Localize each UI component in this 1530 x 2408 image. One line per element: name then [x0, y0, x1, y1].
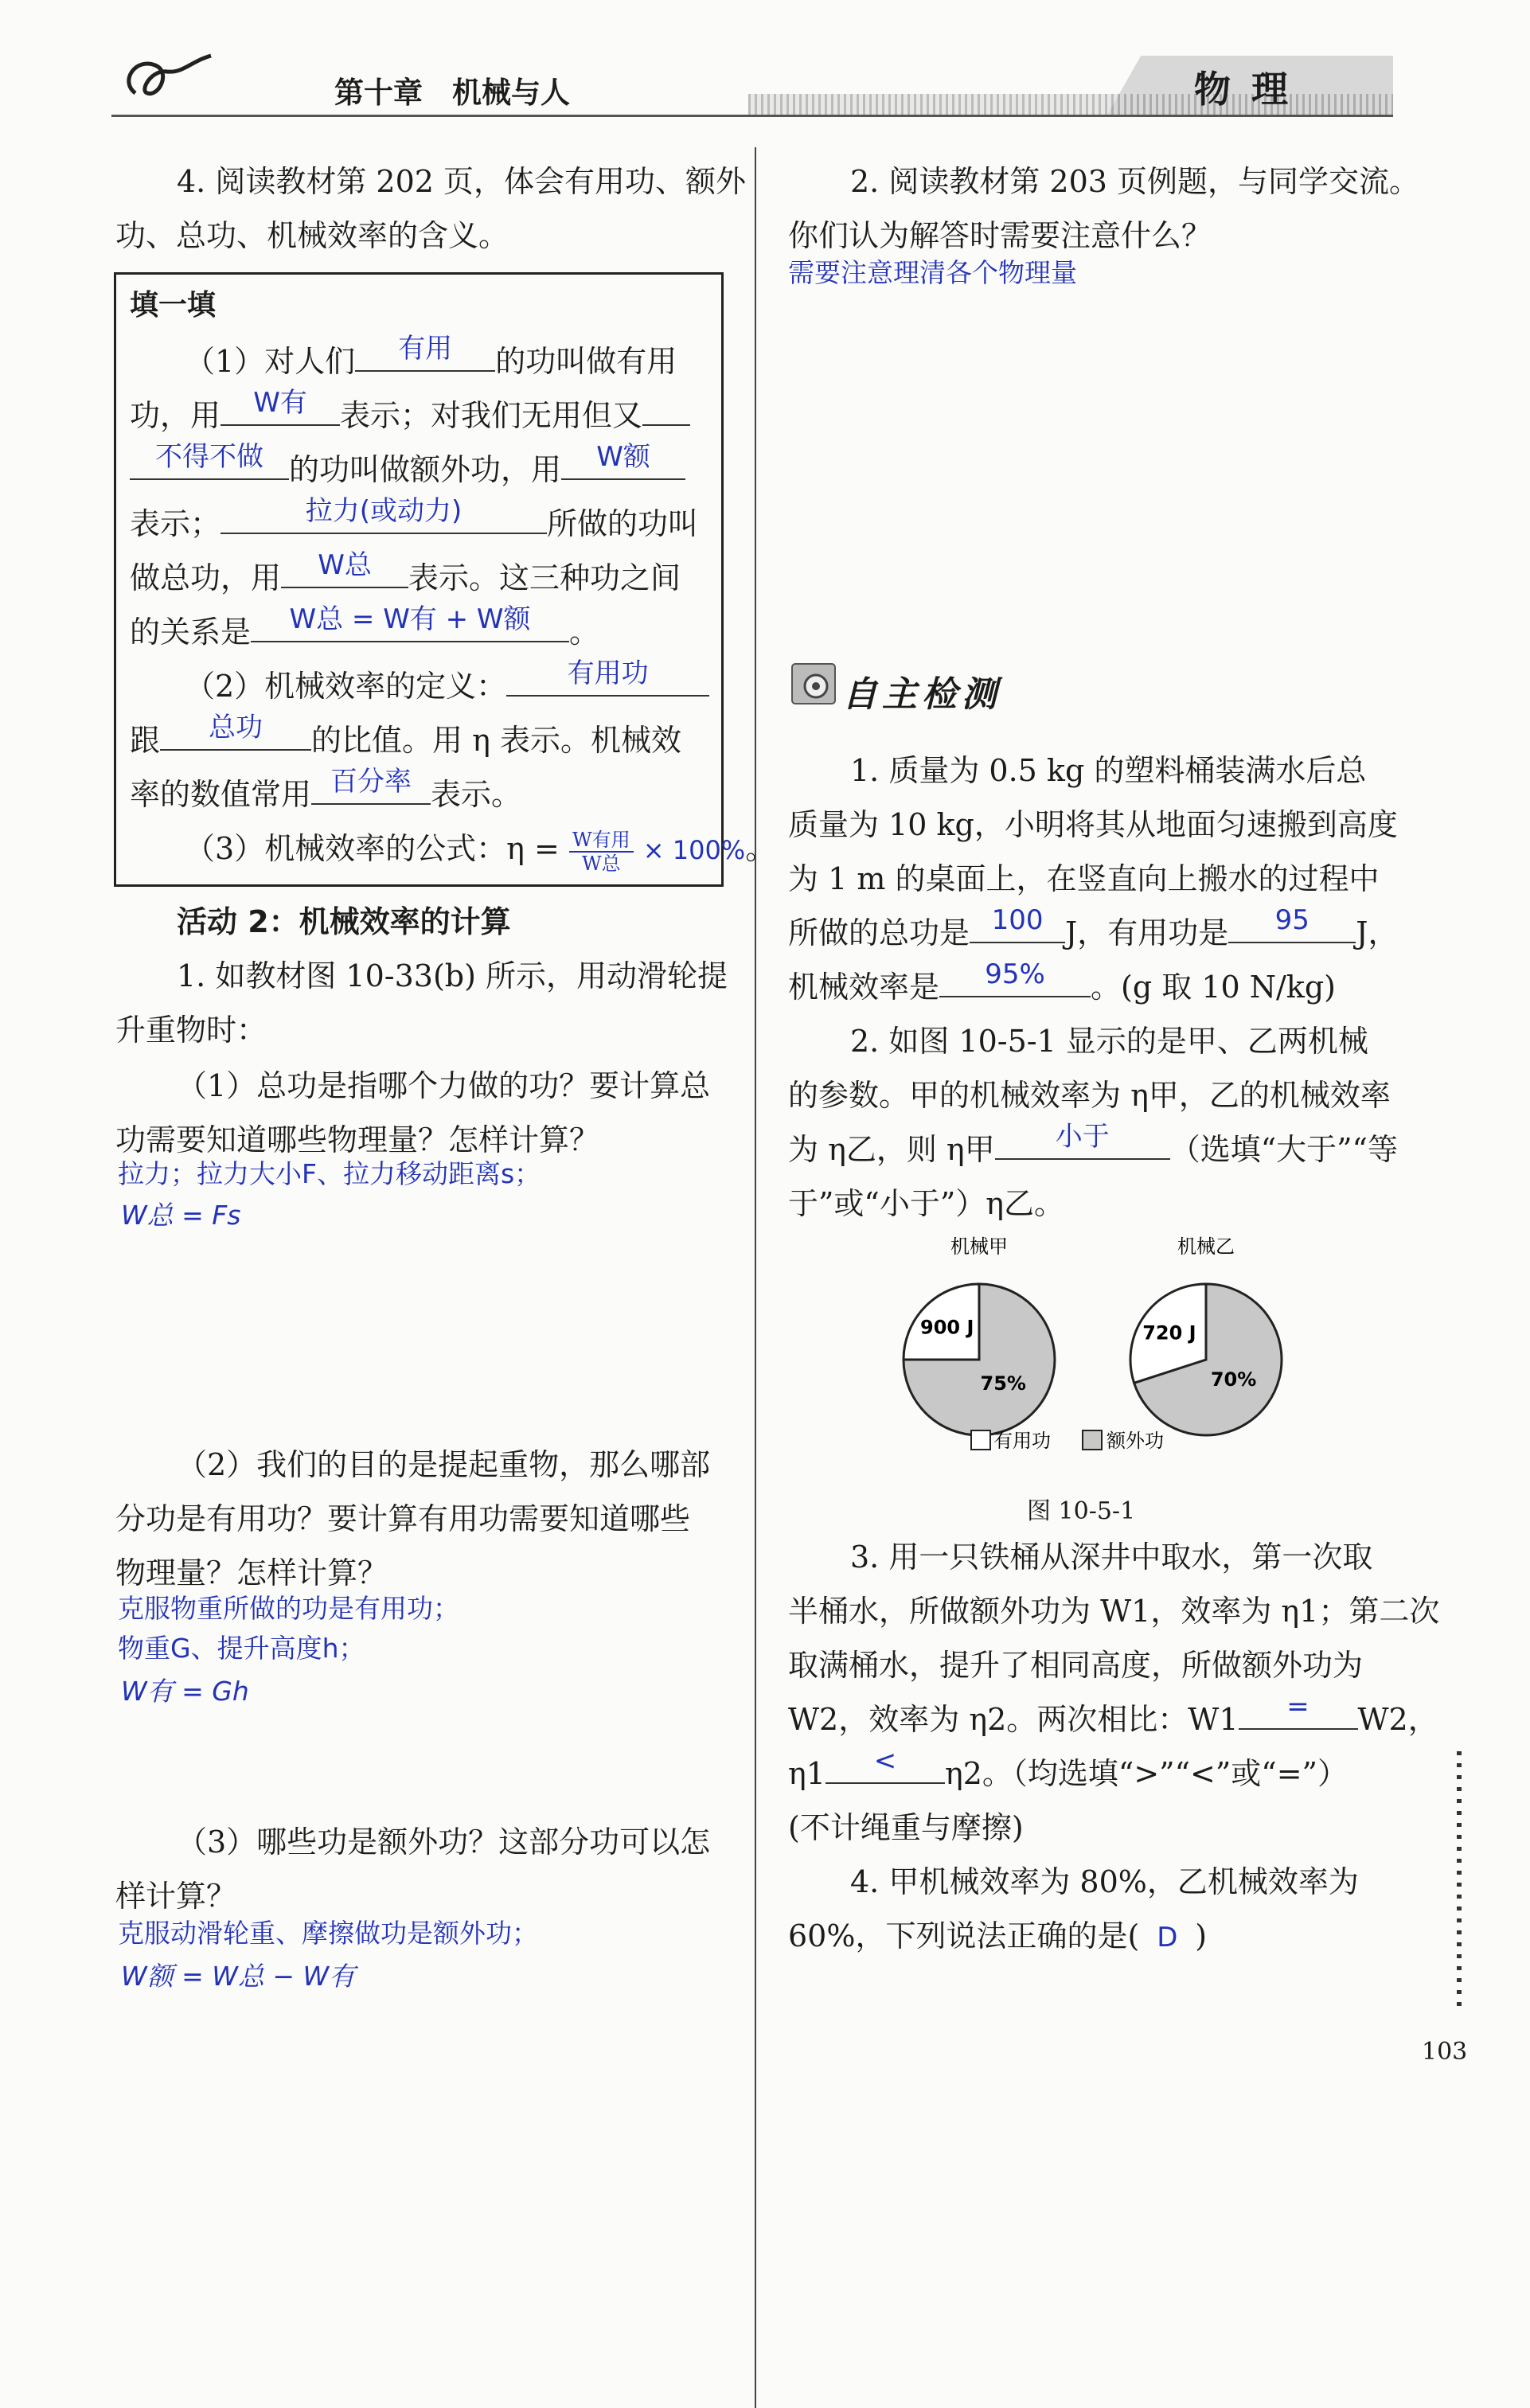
page-number: 103 [1422, 2038, 1468, 2066]
fill-text: 跟 [130, 723, 161, 758]
fill-line-10 [185, 822, 775, 877]
answer-budebuzuo: 不得不做 [155, 441, 263, 473]
answer-blank[interactable] [970, 904, 1065, 943]
answer-blank[interactable] [311, 768, 431, 805]
q2-line2: 你们认为解答时需要注意什么？ [788, 218, 1212, 253]
s1-answer1: 拉力；拉力大小F、拉力移动距离s； [118, 1158, 541, 1189]
fill-line-5 [130, 551, 681, 605]
answer-blank[interactable] [221, 389, 340, 426]
fill-line-1 [185, 334, 677, 388]
answer-blank[interactable] [355, 335, 495, 372]
c1-line1: 1. 质量为 0.5 kg 的塑料桶装满水后总 [850, 753, 1367, 788]
pie-label-extra: 75% [980, 1372, 1026, 1395]
fill-line-2 [130, 388, 690, 443]
s3-line2: 样计算？ [115, 1879, 237, 1914]
c4-line2 [788, 1909, 1207, 1965]
c3-answer-1: = [1286, 1691, 1309, 1723]
answer-blank[interactable] [281, 549, 408, 588]
pie-title-yi: 机械乙 [1177, 1235, 1235, 1258]
fill-text: 表示。 [431, 777, 522, 812]
c1-answer-useful: 95 [1274, 904, 1309, 936]
fill-text: 表示；对我们无用但又 [340, 398, 643, 433]
c1-text: J， [1356, 915, 1399, 950]
answer-blank[interactable] [506, 660, 709, 697]
c1-line5 [788, 960, 1336, 1014]
section-title: 自主检测 [842, 674, 1001, 715]
answer-w-you: W有 [253, 387, 307, 419]
c1-line4 [788, 906, 1398, 960]
s2-line3: 物理量？怎样计算？ [115, 1555, 388, 1590]
q4-line1: 4. 阅读教材第 202 页，体会有用功、额外 [177, 164, 747, 199]
answer-relation: W总 = W有 + W额 [289, 603, 531, 635]
c1-text: 。(g 取 10 N/kg) [1091, 970, 1336, 1005]
pie-label-useful: 900 J [919, 1316, 974, 1339]
c2-line3 [788, 1122, 1398, 1177]
s3-answer2: W额 = W总 − W有 [121, 1961, 356, 1992]
c1-line3: 为 1 m 的桌面上，在竖直向上搬水的过程中 [788, 861, 1380, 896]
c1-answer-efficiency: 95% [985, 958, 1045, 990]
chapter-title: 第十章 机械与人 [334, 76, 570, 110]
column-divider [755, 147, 756, 2408]
fill-line-4 [130, 497, 698, 551]
answer-blank[interactable] [1239, 1693, 1358, 1730]
s1-line2: 功需要知道哪些物理量？怎样计算？ [115, 1122, 600, 1157]
fill-text: 的比值。用 η 表示。机械效 [311, 723, 681, 758]
c2-line2: 的参数。甲的机械效率为 η甲，乙的机械效率 [788, 1078, 1391, 1113]
margin-dots [1457, 1751, 1462, 2006]
fraction-denominator: W总 [581, 852, 621, 875]
answer-blank[interactable] [561, 443, 685, 480]
q2-line1: 2. 阅读教材第 203 页例题，与同学交流。 [850, 164, 1420, 199]
fill-text: （3）机械效率的公式：η = [185, 831, 560, 866]
section-check-icon [784, 654, 848, 721]
c3-text: W2，效率为 η2。两次相比：W1 [788, 1702, 1239, 1737]
fill-box-title: 填一填 [130, 289, 217, 322]
fill-text: 的关系是 [130, 615, 252, 650]
answer-youyonggong: 有用功 [567, 658, 649, 689]
fill-text: 表示。这三种功之间 [408, 560, 681, 595]
c2-text: （选填“大于”“等 [1169, 1132, 1398, 1167]
c3-text: W2， [1357, 1702, 1438, 1737]
c3-text: η2。（均选填“>”“<”或“=”） [944, 1756, 1348, 1791]
fill-text: 的功叫做额外功，用 [289, 452, 562, 487]
answer-zonggong: 总功 [209, 712, 263, 743]
c3-line4 [788, 1692, 1438, 1746]
c3-answer-2: < [873, 1745, 897, 1777]
c3-line3: 取满桶水，提升了相同高度，所做额外功为 [788, 1648, 1364, 1683]
c3-text: η1 [788, 1756, 825, 1791]
s1-line1: （1）总功是指哪个力做的功？要计算总 [177, 1068, 711, 1103]
answer-youyong: 有用 [398, 333, 453, 365]
subject-title: 物理 [1194, 68, 1309, 111]
fill-text: 做总功，用 [130, 560, 282, 595]
answer-blank[interactable] [825, 1747, 945, 1784]
fill-text: 表示； [130, 506, 221, 541]
fill-line-6 [130, 605, 599, 659]
c1-answer-total: 100 [991, 904, 1044, 936]
c3-line2: 半桶水，所做额外功为 W1，效率为 η1；第二次 [788, 1594, 1440, 1629]
pie-charts-figure [876, 1226, 1321, 1481]
answer-lali: 拉力(或动力) [305, 495, 463, 527]
pie-title-jia: 机械甲 [950, 1235, 1008, 1258]
pie-label-extra: 70% [1210, 1368, 1257, 1391]
answer-blank[interactable] [251, 603, 569, 642]
c4-answer[interactable]: D [1157, 1922, 1178, 1953]
logo-swirl-icon [119, 49, 215, 108]
c3-line6: (不计绳重与摩擦) [788, 1810, 1024, 1845]
c1-line2: 质量为 10 kg，小明将其从地面匀速搬到高度 [788, 807, 1398, 842]
c2-line1: 2. 如图 10-5-1 显示的是甲、乙两机械 [850, 1024, 1368, 1059]
s2-line1: （2）我们的目的是提起重物，那么哪部 [177, 1447, 711, 1482]
a2-q1-line2: 升重物时： [115, 1013, 267, 1048]
answer-blank[interactable] [939, 958, 1091, 997]
c1-text: J，有用功是 [1065, 915, 1229, 950]
fill-line-7 [185, 659, 709, 713]
fill-text: 率的数值常用 [130, 777, 312, 812]
c2-line4: 于”或“小于”）η乙。 [788, 1186, 1065, 1221]
q4-line2: 功、总功、机械效率的含义。 [115, 218, 509, 253]
s2-answer2: 物重G、提升高度h； [118, 1633, 365, 1664]
answer-w-zong: W总 [318, 549, 372, 581]
c4-text: 60%，下列说法正确的是( [788, 1918, 1140, 1953]
answer-blank[interactable] [130, 443, 289, 480]
fill-text: （2）机械效率的定义： [185, 669, 507, 704]
fill-text: 。 [569, 615, 600, 650]
legend-label-useful: 有用功 [993, 1430, 1051, 1452]
q2-answer: 需要注意理清各个物理量 [788, 257, 1077, 288]
header-rule [111, 115, 1393, 117]
c3-line5 [788, 1746, 1348, 1801]
legend-label-extra: 额外功 [1107, 1430, 1164, 1452]
s2-line2: 分功是有用功？要计算有用功需要知道哪些 [115, 1501, 691, 1536]
c2-answer: 小于 [1055, 1121, 1110, 1153]
s3-line1: （3）哪些功是额外功？这部分功可以怎 [177, 1825, 711, 1860]
c4-text: ) [1195, 1918, 1208, 1953]
fill-line-9 [130, 767, 521, 822]
answer-blank[interactable] [1228, 904, 1356, 943]
c2-text: 为 η乙，则 η甲 [788, 1132, 995, 1167]
answer-blank[interactable] [221, 495, 547, 534]
answer-baifenlv: 百分率 [330, 766, 412, 798]
answer-w-e: W额 [596, 441, 650, 473]
figure-caption: 图 10-5-1 [1027, 1497, 1136, 1525]
s1-answer2: W总 = Fs [121, 1200, 241, 1231]
s2-answer3: W有 = Gh [121, 1676, 249, 1707]
fill-text: 所做的功叫 [547, 506, 699, 541]
c4-line1: 4. 甲机械效率为 80%，乙机械效率为 [850, 1864, 1359, 1899]
a2-q1-line1: 1. 如教材图 10-33(b) 所示，用动滑轮提 [177, 958, 728, 993]
fill-text: 。 [745, 831, 776, 866]
fraction-numerator: W有用 [569, 829, 634, 853]
s2-answer1: 克服物重所做的功是有用功； [118, 1593, 459, 1624]
efficiency-fraction [569, 829, 634, 875]
c1-text: 机械效率是 [788, 970, 940, 1005]
activity2-title: 活动 2：机械效率的计算 [177, 904, 511, 939]
answer-blank[interactable] [995, 1123, 1170, 1160]
answer-blank[interactable] [642, 389, 690, 426]
fill-text: 的功叫做有用 [495, 344, 677, 379]
answer-blank[interactable] [160, 714, 311, 751]
legend-swatch-useful [971, 1430, 990, 1450]
fill-text: 功，用 [130, 398, 221, 433]
legend-swatch-extra [1083, 1430, 1102, 1450]
fill-line-3 [130, 443, 685, 497]
pie-label-useful: 720 J [1142, 1321, 1196, 1344]
fill-line-8 [130, 713, 681, 767]
c3-line1: 3. 用一只铁桶从深井中取水，第一次取 [850, 1540, 1373, 1575]
s3-answer1: 克服动滑轮重、摩擦做功是额外功； [118, 1918, 538, 1949]
fill-text: （1）对人们 [185, 344, 356, 379]
c1-text: 所做的总功是 [788, 915, 970, 950]
fraction-tail: × 100% [642, 835, 746, 865]
